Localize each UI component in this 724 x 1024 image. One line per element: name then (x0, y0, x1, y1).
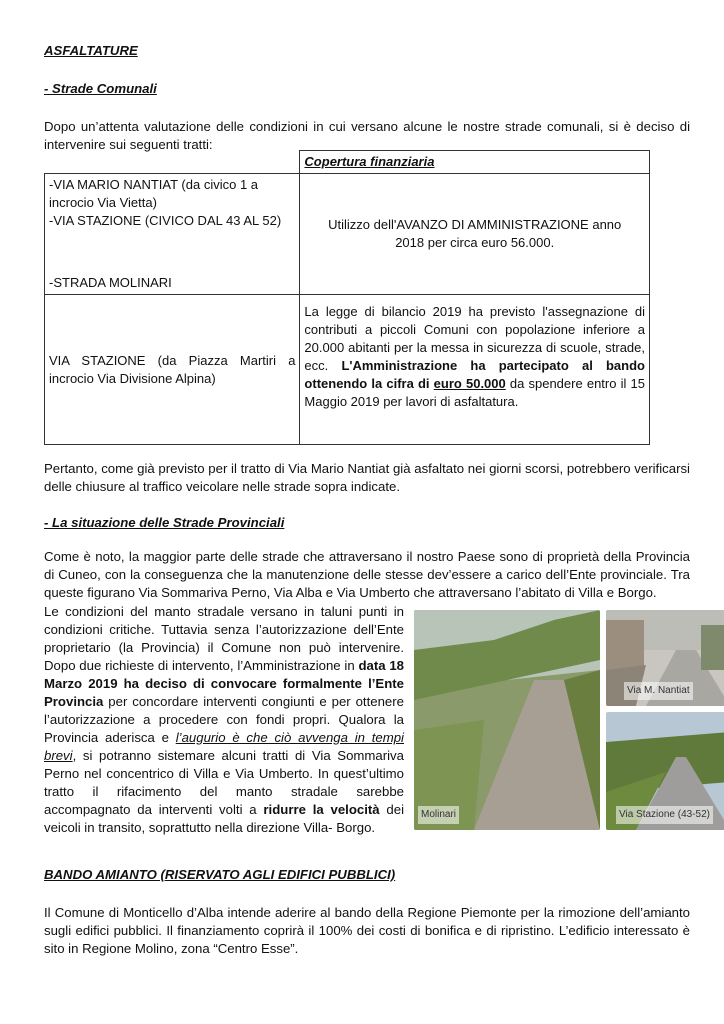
photo-nantiat (606, 610, 724, 706)
subsection-title-strade-comunali: - Strade Comunali (44, 81, 157, 96)
table-header-cell (300, 151, 650, 174)
road-stazione-43-52: -VIA STAZIONE (CIVICO DAL 43 AL 52) (49, 213, 282, 228)
photo-label-stazione: Via Stazione (43-52) (616, 806, 713, 824)
table-row1-left (45, 174, 300, 295)
photo-molinari (414, 610, 600, 830)
table-header-empty (45, 151, 300, 174)
table-row2-left (45, 295, 300, 445)
pertanto-paragraph: Pertanto, come già previsto per il tratto di Via Mario Nantiat già asfaltato nei giorni scorsi, potrebbero verificarsi delle chiusure al traffico veicolare nelle strade sopra indicate. (44, 461, 690, 494)
section-title-amianto: BANDO AMIANTO (RISERVATO AGLI EDIFICI PUBBLICI) (44, 867, 396, 882)
road-stazione-piazza: VIA STAZIONE (da Piazza Martiri a incrocio Via Divisione Alpina) (49, 352, 296, 386)
provinciali-intro: Come è noto, la maggior parte delle strade che attraversano il nostro Paese sono di proprietà della Provincia di Cuneo, con la conseguenza che la manutenzione delle stesse dev’essere a carico dell’Ente provinciale. Tra queste figurano Via Sommariva Perno, Via Alba e Via Umberto che attraversano l’abitato di Villa e Borgo. (44, 549, 690, 600)
provinciali-text-2: per concordare interventi congiunti e per ottenere l’autorizzazione a procedere con fondi propri. Qualora la Provincia aderisca e (44, 694, 404, 745)
table-row2-right (300, 295, 650, 445)
funding-text-1: La legge di bilancio 2019 ha previsto l'assegnazione di contributi a piccoli Comuni con popolazione inferiore a 20.000 abitanti per la messa in sicurezza di scuole, strade, ecc. (304, 304, 645, 373)
funding-avanzo: Utilizzo dell'AVANZO DI AMMINISTRAZIONE anno 2018 per circa euro 56.000. (328, 217, 622, 250)
photo-label-nantiat: Via M. Nantiat (624, 682, 693, 700)
provinciali-date-bold: data 18 Marzo 2019 ha deciso di convocare formalmente l’Ente Provincia (44, 658, 405, 709)
provinciali-text-4: dei veicoli in transito, soprattutto nella direzione Villa- Borgo. (44, 802, 405, 835)
road-molinari: -STRADA MOLINARI (49, 275, 172, 290)
section-title-asfaltature: ASFALTATURE (44, 43, 138, 58)
road-nantiat: -VIA MARIO NANTIAT (da civico 1 a incrocio Via Vietta) (49, 177, 259, 210)
funding-text-2: da spendere entro il 15 Maggio 2019 per lavori di asfaltatura. (304, 376, 645, 409)
provinciali-augurio: l’augurio è che ciò avvenga in tempi brevi (44, 730, 404, 763)
table-row1-right (300, 174, 650, 295)
provinciali-velocita: ridurre la velocità (263, 802, 380, 817)
financing-table (44, 150, 650, 445)
funding-amount: euro 50.000 (433, 376, 506, 391)
molinari-road-image (414, 610, 600, 830)
amianto-paragraph: Il Comune di Monticello d’Alba intende aderire al bando della Regione Piemonte per la rimozione dell’amianto sugli edifici pubblici. Il finanziamento coprirà il 100% dei costi di bonifica e di ripristino. L’edificio interessato è sito in Regione Molino, zona “Centro Esse”. (44, 905, 690, 956)
provinciali-body (44, 603, 404, 837)
provinciali-text-1: Le condizioni del manto stradale versano in taluni punti in condizioni critiche. Tuttavia senza l’autorizzazione dell’Ente proprietario (la Provincia) il Comune non può intervenire. Dopo due richieste di intervento, l’Amministrazione in (44, 604, 404, 673)
provinciali-text-3: , si potranno sistemare alcuni tratti di Via Sommariva Perno nel concentrico di Villa e Via Umberto. In quest’ultimo tratto il rifacimento del manto stradale sarebbe accompagnato da interventi volti a (44, 748, 404, 817)
table-header: Copertura finanziaria (304, 154, 435, 169)
photo-stazione (606, 712, 724, 830)
subsection-title-provinciali: - La situazione delle Strade Provinciali (44, 515, 285, 530)
intro-paragraph: Dopo un’attenta valutazione delle condizioni in cui versano alcune le nostre strade comunali, si è deciso di intervenire sui seguenti tratti: (44, 119, 690, 152)
funding-text-bold: L'Amministrazione ha partecipato al bando ottenendo la cifra di (304, 358, 645, 391)
photo-label-molinari: Molinari (418, 806, 459, 824)
